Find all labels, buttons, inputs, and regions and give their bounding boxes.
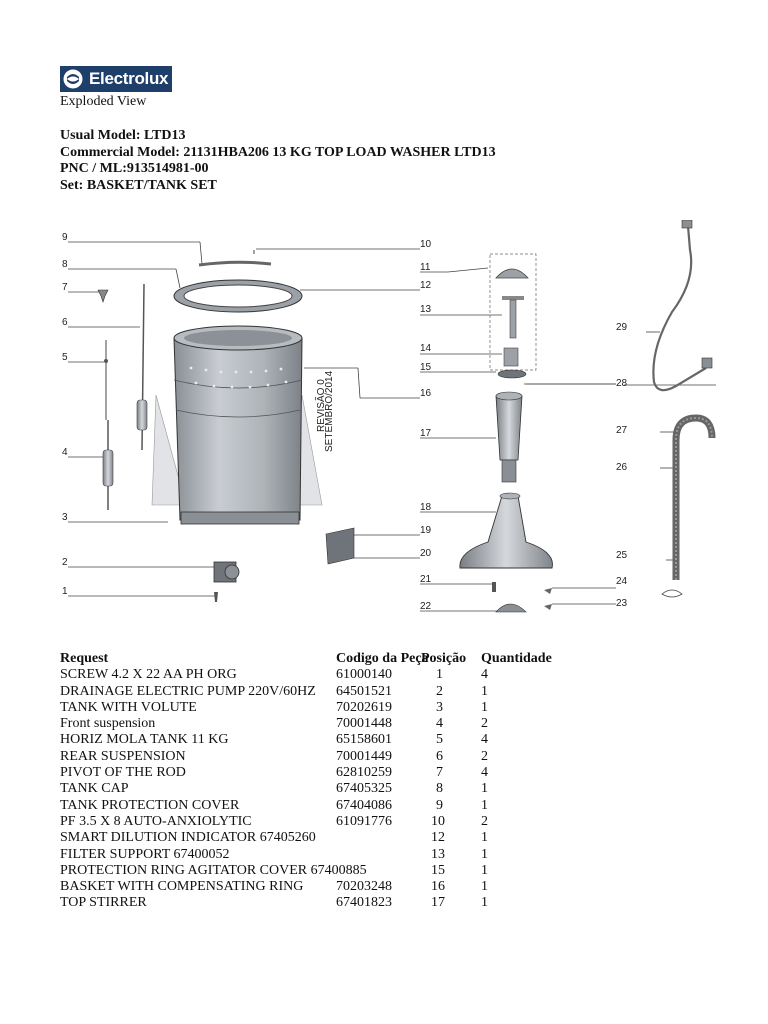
- cell-position: 10: [431, 813, 445, 829]
- cell-position: 1: [436, 667, 443, 683]
- agitator-base-part: [460, 493, 553, 568]
- cell-quantity: 4: [481, 667, 488, 683]
- callout-19: 19: [420, 525, 432, 536]
- drainage-pump-part: [214, 562, 239, 582]
- document-subtitle: Exploded View: [60, 94, 147, 109]
- cell-quantity: 4: [481, 765, 488, 781]
- revision-note-line1: REVISÃO 0: [316, 379, 327, 432]
- front-suspension-part: [103, 420, 113, 510]
- exploded-view-diagram: [56, 220, 716, 620]
- cell-request: Front suspension: [60, 716, 156, 732]
- commercial-model: Commercial Model: 21131HBA206 13 KG TOP LOAD WASHER LTD13: [60, 144, 496, 160]
- cell-request: SMART DILUTION INDICATOR 67405260: [60, 830, 316, 846]
- cell-quantity: 1: [481, 699, 488, 715]
- cell-request: PF 3.5 X 8 AUTO-ANXIOLYTIC: [60, 813, 252, 829]
- protection-ring-part: [498, 370, 526, 378]
- callout-24: 24: [616, 576, 628, 587]
- header-code: Codigo da Peça: [336, 651, 429, 666]
- drain-hose-part: [662, 418, 712, 597]
- cell-code: 67404086: [336, 797, 392, 813]
- cell-position: 16: [431, 879, 445, 895]
- callout-23: 23: [616, 598, 628, 609]
- cell-position: 4: [436, 716, 443, 732]
- cell-quantity: 2: [481, 716, 488, 732]
- brand-name: Electrolux: [89, 69, 169, 88]
- cell-quantity: 1: [481, 797, 488, 813]
- inlet-hose-part: [653, 220, 712, 390]
- callout-18: 18: [420, 502, 432, 513]
- cell-quantity: 1: [481, 683, 488, 699]
- callout-9: 9: [62, 232, 68, 243]
- cell-request: TANK CAP: [60, 781, 129, 797]
- cell-code: 61091776: [336, 813, 392, 829]
- cell-position: 13: [431, 846, 445, 862]
- cell-code: 70001449: [336, 748, 392, 764]
- tank-with-volute-part: [152, 326, 322, 524]
- cell-request: SCREW 4.2 X 22 AA PH ORG: [60, 667, 237, 683]
- cell-position: 9: [436, 797, 443, 813]
- cell-quantity: 1: [481, 781, 488, 797]
- smart-dilution-indicator-part: [496, 269, 528, 278]
- part-24: [544, 588, 552, 594]
- electrolux-logo-icon: [60, 66, 86, 92]
- rear-suspension-part: [137, 284, 147, 450]
- part-22: [496, 604, 526, 612]
- callout-10: 10: [420, 239, 432, 250]
- set-name: Set: BASKET/TANK SET: [60, 177, 217, 193]
- cell-position: 2: [436, 683, 443, 699]
- model-info: [60, 128, 496, 194]
- callout-28: 28: [616, 378, 628, 389]
- cell-quantity: 1: [481, 862, 488, 878]
- cell-code: 70001448: [336, 716, 392, 732]
- part-14: [504, 348, 518, 366]
- cell-request: TOP STIRRER: [60, 895, 147, 911]
- pnc: PNC / ML:913514981-00: [60, 161, 209, 176]
- cell-request: BASKET WITH COMPENSATING RING: [60, 879, 304, 895]
- tank-cap-part: [174, 280, 302, 312]
- cell-quantity: 1: [481, 879, 488, 895]
- part-21: [492, 582, 496, 592]
- cell-quantity: 1: [481, 830, 488, 846]
- callout-12: 12: [420, 280, 432, 291]
- callout-8: 8: [62, 259, 68, 270]
- screw-part: [214, 592, 218, 602]
- filter-support-part: [502, 296, 524, 338]
- cell-position: 17: [431, 895, 445, 911]
- callout-15: 15: [420, 362, 432, 373]
- revision-note-line2: SETEMBRO/2014: [324, 370, 335, 452]
- cell-code: 64501521: [336, 683, 392, 699]
- callout-27: 27: [616, 425, 628, 436]
- cell-code: 67405325: [336, 781, 392, 797]
- cell-position: 6: [436, 748, 443, 764]
- cell-code: 65158601: [336, 732, 392, 748]
- callout-29: 29: [616, 322, 628, 333]
- callout-16: 16: [420, 388, 432, 399]
- callout-20: 20: [420, 548, 432, 559]
- header-quantity: Quantidade: [481, 651, 552, 666]
- top-stirrer-part: [496, 392, 522, 482]
- plate-part: [326, 528, 354, 564]
- cell-code: 70203248: [336, 879, 392, 895]
- cell-position: 3: [436, 699, 443, 715]
- cell-request: HORIZ MOLA TANK 11 KG: [60, 732, 229, 748]
- header-position: Posição: [421, 651, 467, 666]
- header-request: Request: [60, 651, 109, 666]
- cell-request: TANK PROTECTION COVER: [60, 797, 240, 813]
- callout-6: 6: [62, 317, 68, 328]
- callout-7: 7: [62, 282, 68, 293]
- cell-position: 7: [436, 765, 443, 781]
- cell-request: PIVOT OF THE ROD: [60, 765, 186, 781]
- cell-quantity: 2: [481, 748, 488, 764]
- callout-26: 26: [616, 462, 628, 473]
- cell-position: 8: [436, 781, 443, 797]
- callout-21: 21: [420, 574, 432, 585]
- callout-22: 22: [420, 601, 432, 612]
- callout-17: 17: [420, 428, 432, 439]
- tank-protection-cover-part: [199, 262, 271, 265]
- pivot-rod-part: [98, 290, 108, 302]
- cell-request: DRAINAGE ELECTRIC PUMP 220V/60HZ: [60, 683, 316, 699]
- cell-request: TANK WITH VOLUTE: [60, 699, 197, 715]
- cell-request: FILTER SUPPORT 67400052: [60, 846, 230, 862]
- callout-3: 3: [62, 512, 68, 523]
- callout-14: 14: [420, 343, 432, 354]
- cell-quantity: 1: [481, 895, 488, 911]
- cell-code: 62810259: [336, 765, 392, 781]
- horizontal-spring-part: [104, 340, 108, 420]
- callout-1: 1: [62, 586, 68, 597]
- usual-model: Usual Model: LTD13: [60, 128, 186, 143]
- cell-request: REAR SUSPENSION: [60, 748, 186, 764]
- callout-2: 2: [62, 557, 68, 568]
- cell-request: PROTECTION RING AGITATOR COVER 67400885: [60, 862, 367, 878]
- callout-5: 5: [62, 352, 68, 363]
- callout-13: 13: [420, 304, 432, 315]
- cell-position: 15: [431, 862, 445, 878]
- callout-11: 11: [420, 262, 431, 273]
- cell-position: 5: [436, 732, 443, 748]
- cell-code: 70202619: [336, 699, 392, 715]
- exploded-view-svg: [56, 220, 716, 620]
- cell-quantity: 4: [481, 732, 488, 748]
- cell-quantity: 1: [481, 846, 488, 862]
- cell-code: 61000140: [336, 667, 392, 683]
- part-23: [544, 604, 552, 610]
- cell-position: 12: [431, 830, 445, 846]
- cell-quantity: 2: [481, 813, 488, 829]
- brand-logo: [60, 66, 172, 92]
- callout-4: 4: [62, 447, 68, 458]
- callout-25: 25: [616, 550, 628, 561]
- cell-code: 67401823: [336, 895, 392, 911]
